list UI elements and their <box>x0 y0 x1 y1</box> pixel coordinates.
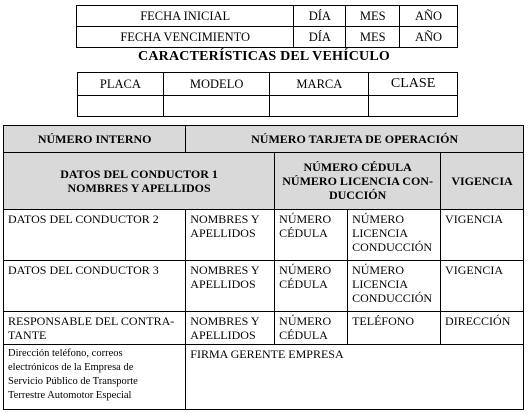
contractor-id: NÚMERO CÉDULA <box>275 312 348 345</box>
start-date-label: FECHA INICIAL <box>77 6 294 27</box>
internal-number-row <box>4 126 524 153</box>
class-header: CLASE <box>369 73 458 96</box>
company-row <box>4 345 524 410</box>
dates-table <box>76 5 458 48</box>
plate-value <box>78 96 164 117</box>
driver2-id: NÚMERO CÉDULA <box>275 210 348 261</box>
driver2-license: NÚMERO LICENCIA CONDUCCIÓN <box>348 210 441 261</box>
start-year-cell: AÑO <box>400 6 458 27</box>
driver3-row <box>4 261 524 312</box>
contractor-phone: TELÉFONO <box>348 312 441 345</box>
driver3-validity: VIGENCIA <box>441 261 524 312</box>
expiry-date-label: FECHA VENCIMIENTO <box>77 27 294 48</box>
vehicle-table <box>77 72 458 117</box>
driver3-label: DATOS DEL CONDUCTOR 3 <box>4 261 186 312</box>
contractor-label: RESPONSABLE DEL CONTRA- TANTE <box>4 312 186 345</box>
operation-card-header: NÚMERO TARJETA DE OPERACIÓN <box>186 126 524 153</box>
contractor-names: NOMBRES Y APELLIDOS <box>186 312 275 345</box>
vehicle-value-row <box>78 96 458 117</box>
start-date-row <box>77 6 458 27</box>
brand-header: MARCA <box>270 73 369 96</box>
expiry-year-cell: AÑO <box>400 27 458 48</box>
driver1-row <box>4 153 524 210</box>
driver3-names: NOMBRES Y APELLIDOS <box>186 261 275 312</box>
contractor-row <box>4 312 524 345</box>
driver1-header: DATOS DEL CONDUCTOR 1 NOMBRES Y APELLIDOS <box>4 153 275 210</box>
expiry-date-row <box>77 27 458 48</box>
company-info: Dirección teléfono, correos electrónicos de la Empresa de Servicio Público de Transporte Terrestre Automotor Especial <box>4 345 186 410</box>
driver2-row <box>4 210 524 261</box>
drivers-table <box>3 125 524 410</box>
expiry-month-cell: MES <box>346 27 400 48</box>
model-header: MODELO <box>163 73 270 96</box>
driver2-names: NOMBRES Y APELLIDOS <box>186 210 275 261</box>
contractor-address: DIRECCIÓN <box>441 312 524 345</box>
internal-number-header: NÚMERO INTERNO <box>4 126 186 153</box>
manager-signature: FIRMA GERENTE EMPRESA <box>186 345 524 410</box>
model-value <box>163 96 270 117</box>
plate-header: PLACA <box>78 73 164 96</box>
expiry-day-cell: DÍA <box>294 27 346 48</box>
start-month-cell: MES <box>346 6 400 27</box>
driver2-validity: VIGENCIA <box>441 210 524 261</box>
brand-value <box>270 96 369 117</box>
driver2-label: DATOS DEL CONDUCTOR 2 <box>4 210 186 261</box>
driver3-license: NÚMERO LICENCIA CONDUCCIÓN <box>348 261 441 312</box>
vehicle-section-title: CARACTERÍSTICAS DEL VEHÍCULO <box>138 49 390 64</box>
vehicle-header-row <box>78 73 458 96</box>
id-license-header: NÚMERO CÉDULA NÚMERO LICENCIA CON- DUCCIÓN <box>275 153 441 210</box>
validity-header: VIGENCIA <box>441 153 524 210</box>
class-value <box>369 96 458 117</box>
start-day-cell: DÍA <box>294 6 346 27</box>
driver3-id: NÚMERO CÉDULA <box>275 261 348 312</box>
